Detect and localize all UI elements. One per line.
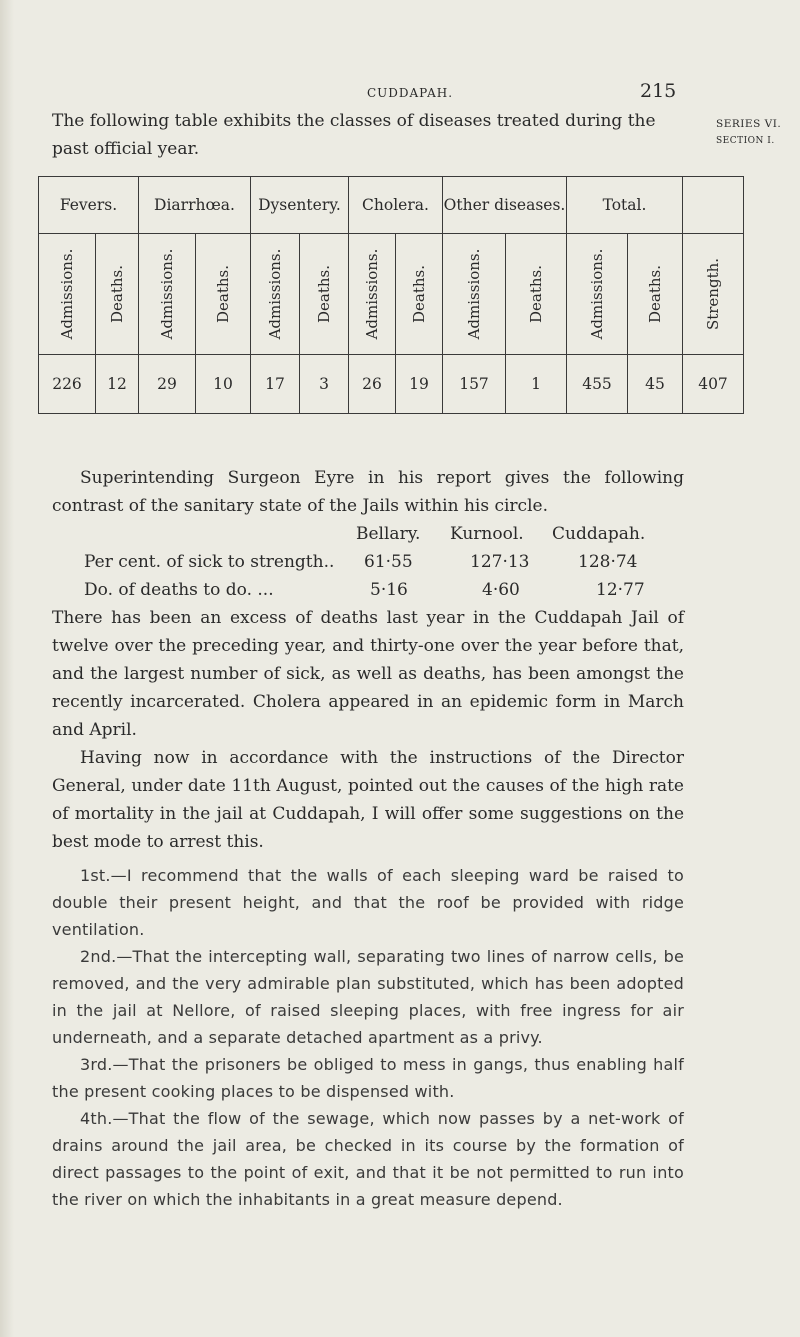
page-edge: [0, 0, 14, 1337]
intro-paragraph: The following table exhibits the classes of diseases treated during the past official year.: [52, 111, 656, 159]
table-cell: 157: [443, 355, 506, 414]
subheader-cell: [196, 234, 251, 355]
comparison-value: 4·60: [482, 580, 520, 600]
subheader-label: Admissions.: [158, 248, 176, 340]
comparison-value: 61·55: [364, 552, 413, 572]
recommendation-item: 2nd.—That the intercepting wall, separating two lines of narrow cells, be removed, and the very admirable plan substituted, which has been adopted in the jail at Nellore, of raised sleeping places, with free ingress for air underneath, and a separate detached apartment as a privy.: [52, 947, 684, 1047]
subheader-label: Admissions.: [465, 248, 483, 340]
disease-table: [38, 176, 744, 414]
table-cell: 407: [683, 355, 744, 414]
table-cell: 29: [139, 355, 196, 414]
subheader-label: Deaths.: [410, 264, 428, 324]
subheader-label: Deaths.: [646, 264, 664, 324]
group-header: Fevers.: [39, 177, 139, 234]
subheader-cell: [567, 234, 628, 355]
group-header: Cholera.: [349, 177, 443, 234]
comparison-column: Cuddapah.: [552, 524, 646, 544]
comparison-value: 127·13: [470, 552, 530, 572]
paragraph-excess: There has been an excess of deaths last year in the Cuddapah Jail of twelve over the preceding year, and thirty-one over the year before that, and the largest number of sick, as well as deaths, has been amongst the recently incarcerated. Cholera appeared in an epidemic form in March and April.: [52, 608, 684, 740]
comparison-value: 128·74: [578, 552, 638, 572]
table-row: [39, 355, 744, 414]
subheader-cell: [300, 234, 349, 355]
report-intro: Superintending Surgeon Eyre in his report gives the following contrast of the sanitary state of the Jails within his circle.: [52, 468, 684, 516]
table-cell: 1: [506, 355, 567, 414]
table-subheader-row: [39, 234, 744, 355]
table-cell: 226: [39, 355, 96, 414]
comparison-value: 12·77: [596, 580, 645, 600]
recommendation-item: 1st.—I recommend that the walls of each sleeping ward be raised to double their present height, and that the roof be provided with ridge ventilation.: [52, 866, 684, 939]
table-cell: 3: [300, 355, 349, 414]
recommendation-item: 3rd.—That the prisoners be obliged to mess in gangs, thus enabling half the present cooking places to be dispensed with.: [52, 1055, 684, 1101]
subheader-cell: [506, 234, 567, 355]
subheader-cell: [39, 234, 96, 355]
group-header: Diarrhœa.: [139, 177, 251, 234]
margin-series: SERIES VI.: [716, 118, 782, 130]
subheader-label: Deaths.: [315, 264, 333, 324]
comparison-row: [52, 548, 684, 576]
subheader-label: Deaths.: [108, 264, 126, 324]
table-cell: 17: [251, 355, 300, 414]
subheader-cell: [683, 234, 744, 355]
subheader-label: Admissions.: [588, 248, 606, 340]
margin-section: SECTION I.: [716, 136, 775, 146]
subheader-cell: [628, 234, 683, 355]
comparison-spacer: [52, 520, 356, 548]
paragraph-having: Having now in accordance with the instructions of the Director General, under date 11th August, pointed out the causes of the high rate of mortality in the jail at Cuddapah, I will offer some suggestions on the best mode to arrest this.: [52, 748, 684, 852]
subheader-label: Strength.: [704, 257, 722, 331]
table-cell: 45: [628, 355, 683, 414]
comparison-row: [52, 576, 684, 604]
comparison-column: Kurnool.: [450, 524, 524, 544]
subheader-cell: [443, 234, 506, 355]
comparison-label: Per cent. of sick to strength..: [84, 552, 335, 572]
comparison-column: Bellary.: [356, 524, 421, 544]
table-cell: 19: [396, 355, 443, 414]
subheader-cell: [349, 234, 396, 355]
group-header: Other diseases.: [443, 177, 567, 234]
group-header: Dysentery.: [251, 177, 349, 234]
subheader-cell: [396, 234, 443, 355]
subheader-label: Admissions.: [266, 248, 284, 340]
running-title: CUDDAPAH.: [366, 86, 454, 100]
comparison-label: Do. of deaths to do. ...: [84, 580, 274, 600]
report-body: [52, 464, 684, 856]
subheader-cell: [139, 234, 196, 355]
subheader-label: Deaths.: [214, 264, 232, 324]
table-cell: 455: [567, 355, 628, 414]
recommendations: [52, 862, 684, 1213]
table-group-row: [39, 177, 744, 234]
comparison-value: 5·16: [370, 580, 408, 600]
table-cell: 26: [349, 355, 396, 414]
group-header-blank: [683, 177, 744, 234]
recommendation-item: 4th.—That the flow of the sewage, which now passes by a net-work of drains around the jail area, be checked in its course by the formation of direct passages to the point of exit, and that it be not permitted to run into the river on which the inhabitants in a great measure depend.: [52, 1109, 684, 1209]
subheader-cell: [251, 234, 300, 355]
table-cell: 10: [196, 355, 251, 414]
table-cell: 12: [96, 355, 139, 414]
subheader-cell: [96, 234, 139, 355]
page-number: 215: [640, 80, 677, 102]
subheader-label: Admissions.: [58, 248, 76, 340]
subheader-label: Admissions.: [363, 248, 381, 340]
comparison-header: [52, 520, 684, 548]
group-header: Total.: [567, 177, 683, 234]
subheader-label: Deaths.: [527, 264, 545, 324]
